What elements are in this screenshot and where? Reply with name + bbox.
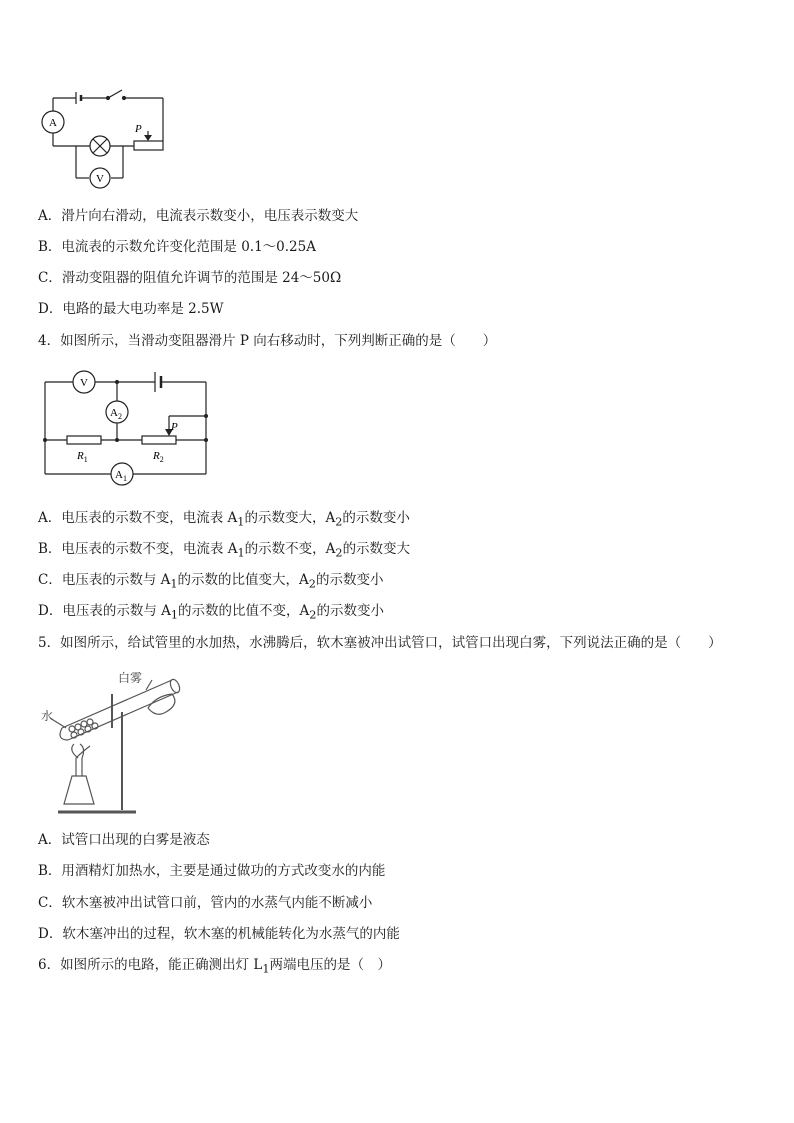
slider-label: P [171, 421, 178, 433]
resistor-r1 [67, 436, 101, 444]
ammeter-label: A [49, 117, 57, 129]
r1-label: $R_1$ [77, 450, 88, 464]
q5-stem: 5．如图所示，给试管里的水加热，水沸腾后，软木塞被冲出试管口，试管口出现白雾，下列说法正确的是（ ） [38, 635, 722, 651]
a2-label: $A_2$ [110, 407, 122, 421]
q5-option-b: B．用酒精灯加热水，主要是通过做功的方式改变水的内能 [38, 863, 386, 879]
flame [72, 744, 90, 758]
tube-mouth [168, 678, 181, 694]
q4-option-c: C．电压表的示数与 $A_1$的示数的比值变大，$A_2$的示数变小 [38, 572, 384, 591]
test-tube-figure-q5 [38, 666, 188, 816]
q5-option-c: C．软木塞被冲出试管口前，管内的水蒸气内能不断减小 [38, 895, 373, 911]
q3-option-c: C．滑动变阻器的阻值允许调节的范围是 24～50Ω [38, 270, 342, 286]
voltmeter-label: V [80, 377, 88, 389]
q3-option-d: D．电路的最大电功率是 2.5W [38, 301, 224, 317]
water-label: 水 [41, 709, 54, 723]
r2-label: $R_2$ [153, 450, 164, 464]
slider-label: P [135, 123, 142, 135]
alcohol-lamp [64, 776, 94, 804]
q3-option-a: A．滑片向右滑动，电流表示数变小，电压表示数变大 [38, 208, 359, 224]
q4-option-d: D．电压表的示数与 $A_1$的示数的比值不变，$A_2$的示数变小 [38, 603, 384, 622]
rheostat-body [134, 141, 163, 150]
test-tube-top [62, 680, 172, 728]
fog-label: 白雾 [118, 671, 143, 685]
q4-option-b: B．电压表的示数不变，电流表 $A_1$的示数不变，$A_2$的示数变大 [38, 541, 411, 560]
q5-option-a: A．试管口出现的白雾是液态 [38, 832, 210, 848]
hand [148, 694, 175, 714]
q4-stem: 4．如图所示，当滑动变阻器滑片 P 向右移动时，下列判断正确的是（ ） [38, 333, 497, 349]
a1-label: $A_1$ [115, 469, 127, 483]
q4-option-a: A．电压表的示数不变，电流表 $A_1$的示数变大，$A_2$的示数变小 [38, 510, 410, 529]
circuit-figure-q4 [38, 366, 213, 494]
q5-option-d: D．软木塞冲出的过程，软木塞的机械能转化为水蒸气的内能 [38, 926, 400, 942]
rheostat-r2 [142, 436, 176, 444]
switch-blade [108, 90, 122, 98]
voltmeter-label: V [96, 173, 104, 185]
circuit-figure-q3 [38, 86, 170, 190]
q6-stem: 6．如图所示的电路，能正确测出灯 $L_1$两端电压的是（ ） [38, 957, 392, 976]
q3-option-b: B．电流表的示数允许变化范围是 0.1～0.25A [38, 239, 316, 255]
